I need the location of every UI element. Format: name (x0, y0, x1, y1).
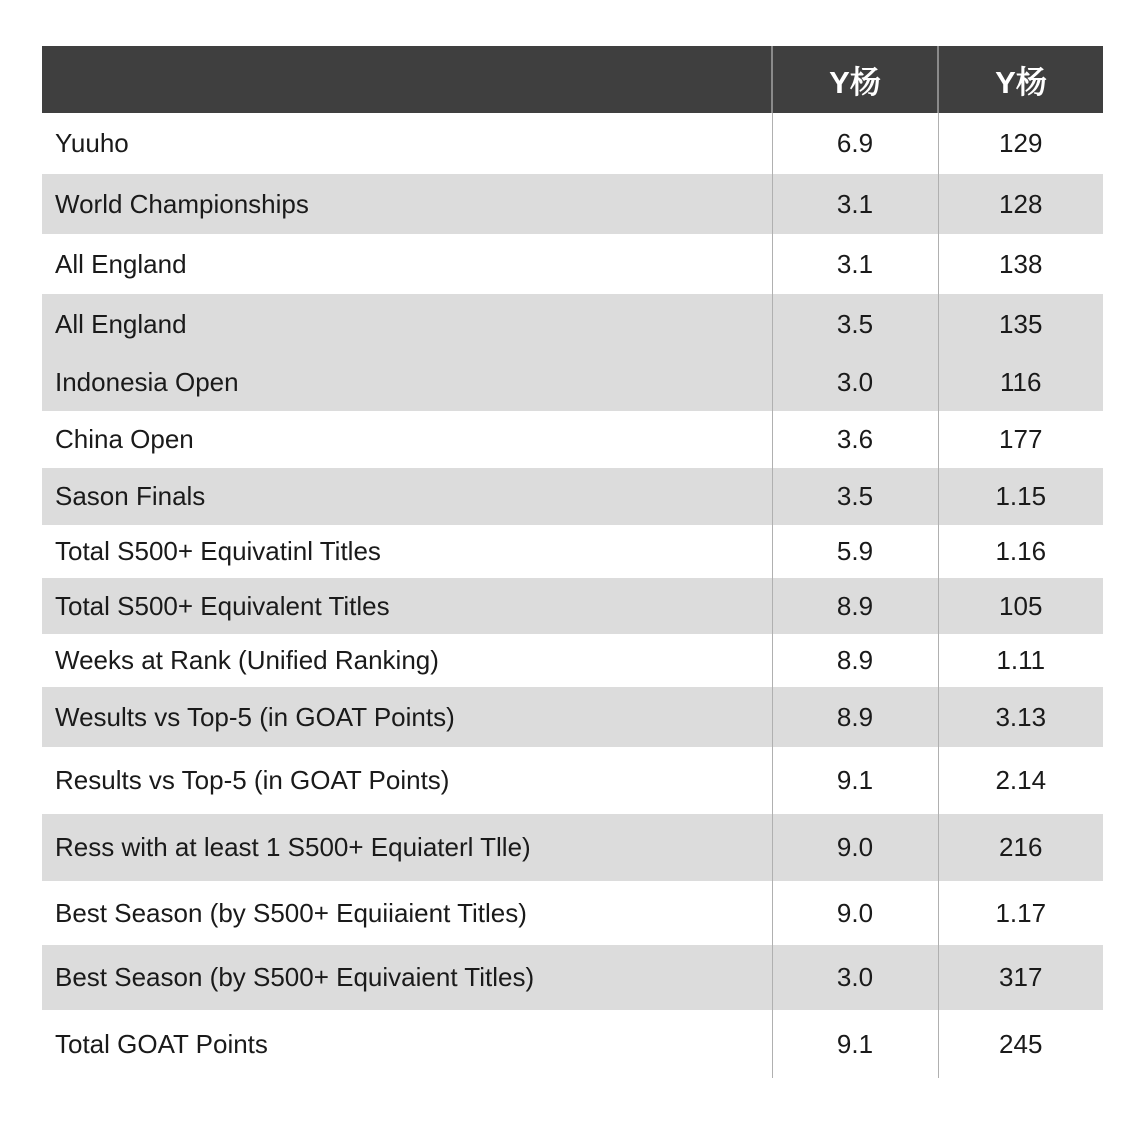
row-value-col-a: 9.1 (772, 1010, 938, 1078)
row-value-col-a: 9.0 (772, 814, 938, 881)
row-value-col-a: 3.0 (772, 945, 938, 1010)
row-value-col-a: 5.9 (772, 525, 938, 578)
table-row (42, 113, 1103, 174)
row-label: Total S500+ Equivalent Titles (42, 578, 772, 634)
row-label: China Open (42, 411, 772, 468)
row-label: Best Season (by S500+ Equiiaient Titles) (42, 881, 772, 945)
table-row (42, 174, 1103, 234)
row-value-col-b: 3.13 (938, 687, 1103, 747)
row-label: Yuuho (42, 113, 772, 174)
row-value-col-b: 1.16 (938, 525, 1103, 578)
table-row (42, 354, 1103, 411)
table-row (42, 411, 1103, 468)
header-row (42, 46, 1103, 113)
row-label: Results vs Top-5 (in GOAT Points) (42, 747, 772, 814)
row-value-col-b: 317 (938, 945, 1103, 1010)
row-value-col-b: 129 (938, 113, 1103, 174)
row-label: Total GOAT Points (42, 1010, 772, 1078)
row-label: Weeks at Rank (Unified Ranking) (42, 634, 772, 687)
table-row (42, 294, 1103, 354)
row-value-col-b: 116 (938, 354, 1103, 411)
row-value-col-a: 3.1 (772, 234, 938, 294)
row-label: All England (42, 234, 772, 294)
row-label: Total S500+ Equivatinl Titles (42, 525, 772, 578)
row-value-col-a: 9.0 (772, 881, 938, 945)
row-label: All England (42, 294, 772, 354)
row-label: Wesults vs Top-5 (in GOAT Points) (42, 687, 772, 747)
stats-table-container (42, 46, 1103, 1078)
table-body (42, 113, 1103, 1078)
table-header (42, 46, 1103, 113)
header-cell-col-a: Y杨 (772, 46, 938, 113)
row-value-col-a: 3.5 (772, 468, 938, 525)
table-row (42, 1010, 1103, 1078)
row-value-col-b: 105 (938, 578, 1103, 634)
row-value-col-b: 1.15 (938, 468, 1103, 525)
table-row (42, 634, 1103, 687)
row-value-col-b: 2.14 (938, 747, 1103, 814)
row-value-col-a: 9.1 (772, 747, 938, 814)
table-row (42, 687, 1103, 747)
table-row (42, 234, 1103, 294)
table-row (42, 468, 1103, 525)
table-row (42, 945, 1103, 1010)
row-label: World Championships (42, 174, 772, 234)
row-value-col-a: 6.9 (772, 113, 938, 174)
row-value-col-a: 3.5 (772, 294, 938, 354)
header-cell-label (42, 46, 772, 113)
row-value-col-b: 138 (938, 234, 1103, 294)
header-cell-col-b: Y杨 (938, 46, 1103, 113)
row-value-col-b: 216 (938, 814, 1103, 881)
row-value-col-b: 177 (938, 411, 1103, 468)
row-value-col-b: 245 (938, 1010, 1103, 1078)
row-value-col-a: 8.9 (772, 578, 938, 634)
table-row (42, 525, 1103, 578)
row-label: Best Season (by S500+ Equivaient Titles) (42, 945, 772, 1010)
table-row (42, 814, 1103, 881)
row-label: Sason Finals (42, 468, 772, 525)
row-value-col-b: 1.11 (938, 634, 1103, 687)
row-label: Ress with at least 1 S500+ Equiaterl Tlle) (42, 814, 772, 881)
table-row (42, 881, 1103, 945)
row-value-col-a: 3.6 (772, 411, 938, 468)
row-value-col-b: 135 (938, 294, 1103, 354)
row-value-col-a: 8.9 (772, 687, 938, 747)
table-row (42, 578, 1103, 634)
row-label: Indonesia Open (42, 354, 772, 411)
table-row (42, 747, 1103, 814)
row-value-col-b: 128 (938, 174, 1103, 234)
row-value-col-a: 3.1 (772, 174, 938, 234)
row-value-col-a: 8.9 (772, 634, 938, 687)
row-value-col-b: 1.17 (938, 881, 1103, 945)
row-value-col-a: 3.0 (772, 354, 938, 411)
stats-table (42, 46, 1103, 1078)
